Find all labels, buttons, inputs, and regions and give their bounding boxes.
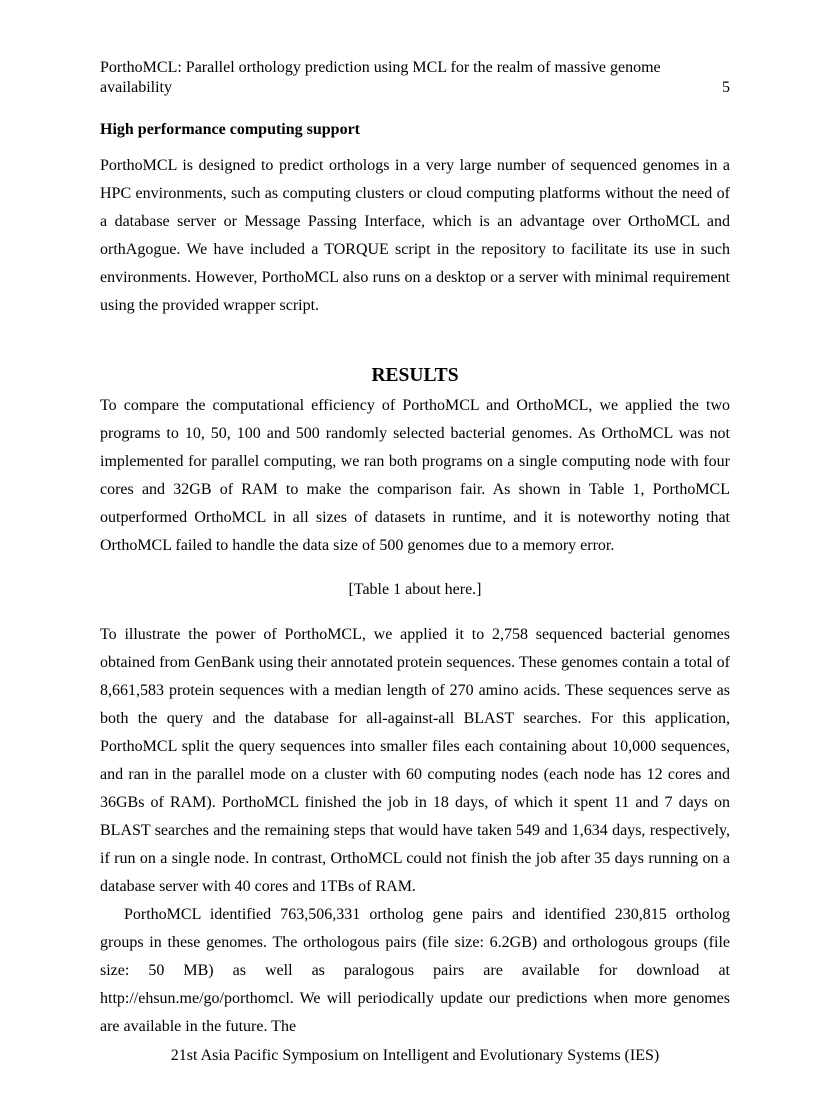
running-header-title: PorthoMCL: Parallel orthology prediction using MCL for the realm of massive genome availability bbox=[100, 59, 661, 96]
results-section-heading: RESULTS bbox=[371, 365, 459, 386]
page-number: 5 bbox=[722, 79, 730, 96]
hpc-subsection-heading: High performance computing support bbox=[100, 121, 360, 138]
results-paragraph-1: To compare the computational efficiency of PorthoMCL and OrthoMCL, we applied the two programs to 10, 50, 100 and 500 randomly selected bacterial genomes. As OrthoMCL was not implemented for parallel computing, we ran both programs on a single computing node with four cores and 32GB of RAM to make the comparison fair. As shown in Table 1, PorthoMCL outperformed OrthoMCL in all sizes of datasets in runtime, and it is noteworthy noting that OrthoMCL failed to handle the data size of 500 genomes due to a memory error. bbox=[100, 397, 730, 554]
results-paragraph-3-continuation: We will periodically update our predictions when more genomes are available in the future. The bbox=[100, 990, 731, 1035]
download-url-link[interactable]: http://ehsun.me/go/porthomcl. bbox=[100, 990, 294, 1007]
results-paragraph-2: To illustrate the power of PorthoMCL, we applied it to 2,758 sequenced bacterial genomes obtained from GenBank using their annotated protein sequences. These genomes contain a total of 8,661,583 protein sequences with a median length of 270 amino acids. These sequences serve as both the query and the database for all-against-all BLAST searches. For this application, PorthoMCL split the query sequences into smaller files each containing about 10,000 sequences, and ran in the parallel mode on a cluster with 60 computing nodes (each node has 12 cores and 36GBs of RAM). PorthoMCL finished the job in 18 days, of which it spent 11 and 7 days on BLAST searches and the remaining steps that would have taken 549 and 1,634 days, respectively, if run on a single node. In contrast, OrthoMCL could not finish the job after 35 days running on a database server with 40 cores and 1TBs of RAM. bbox=[100, 626, 730, 895]
hpc-paragraph: PorthoMCL is designed to predict orthologs in a very large number of sequenced genomes in a HPC environments, such as computing clusters or cloud computing platforms without the need of a database server or Message Passing Interface, which is an advantage over OrthoMCL and orthAgogue. We have included a TORQUE script in the repository to facilitate its use in such environments. However, PorthoMCL also runs on a desktop or a server with minimal requirement using the provided wrapper script. bbox=[100, 157, 730, 314]
results-paragraph-3-text: PorthoMCL identified 763,506,331 ortholog gene pairs and identified 230,815 ortholog groups in these genomes. The orthologous pairs (file size: 6.2GB) and orthologous groups (file size: 50 MB) as well as paralogous pairs are available for download at bbox=[100, 906, 730, 979]
page-body bbox=[100, 58, 730, 1041]
results-paragraph-3 bbox=[100, 901, 730, 1041]
table-placeholder: [Table 1 about here.] bbox=[348, 581, 482, 598]
page-footer: 21st Asia Pacific Symposium on Intelligent and Evolutionary Systems (IES) bbox=[170, 1047, 660, 1064]
running-header bbox=[100, 58, 730, 98]
